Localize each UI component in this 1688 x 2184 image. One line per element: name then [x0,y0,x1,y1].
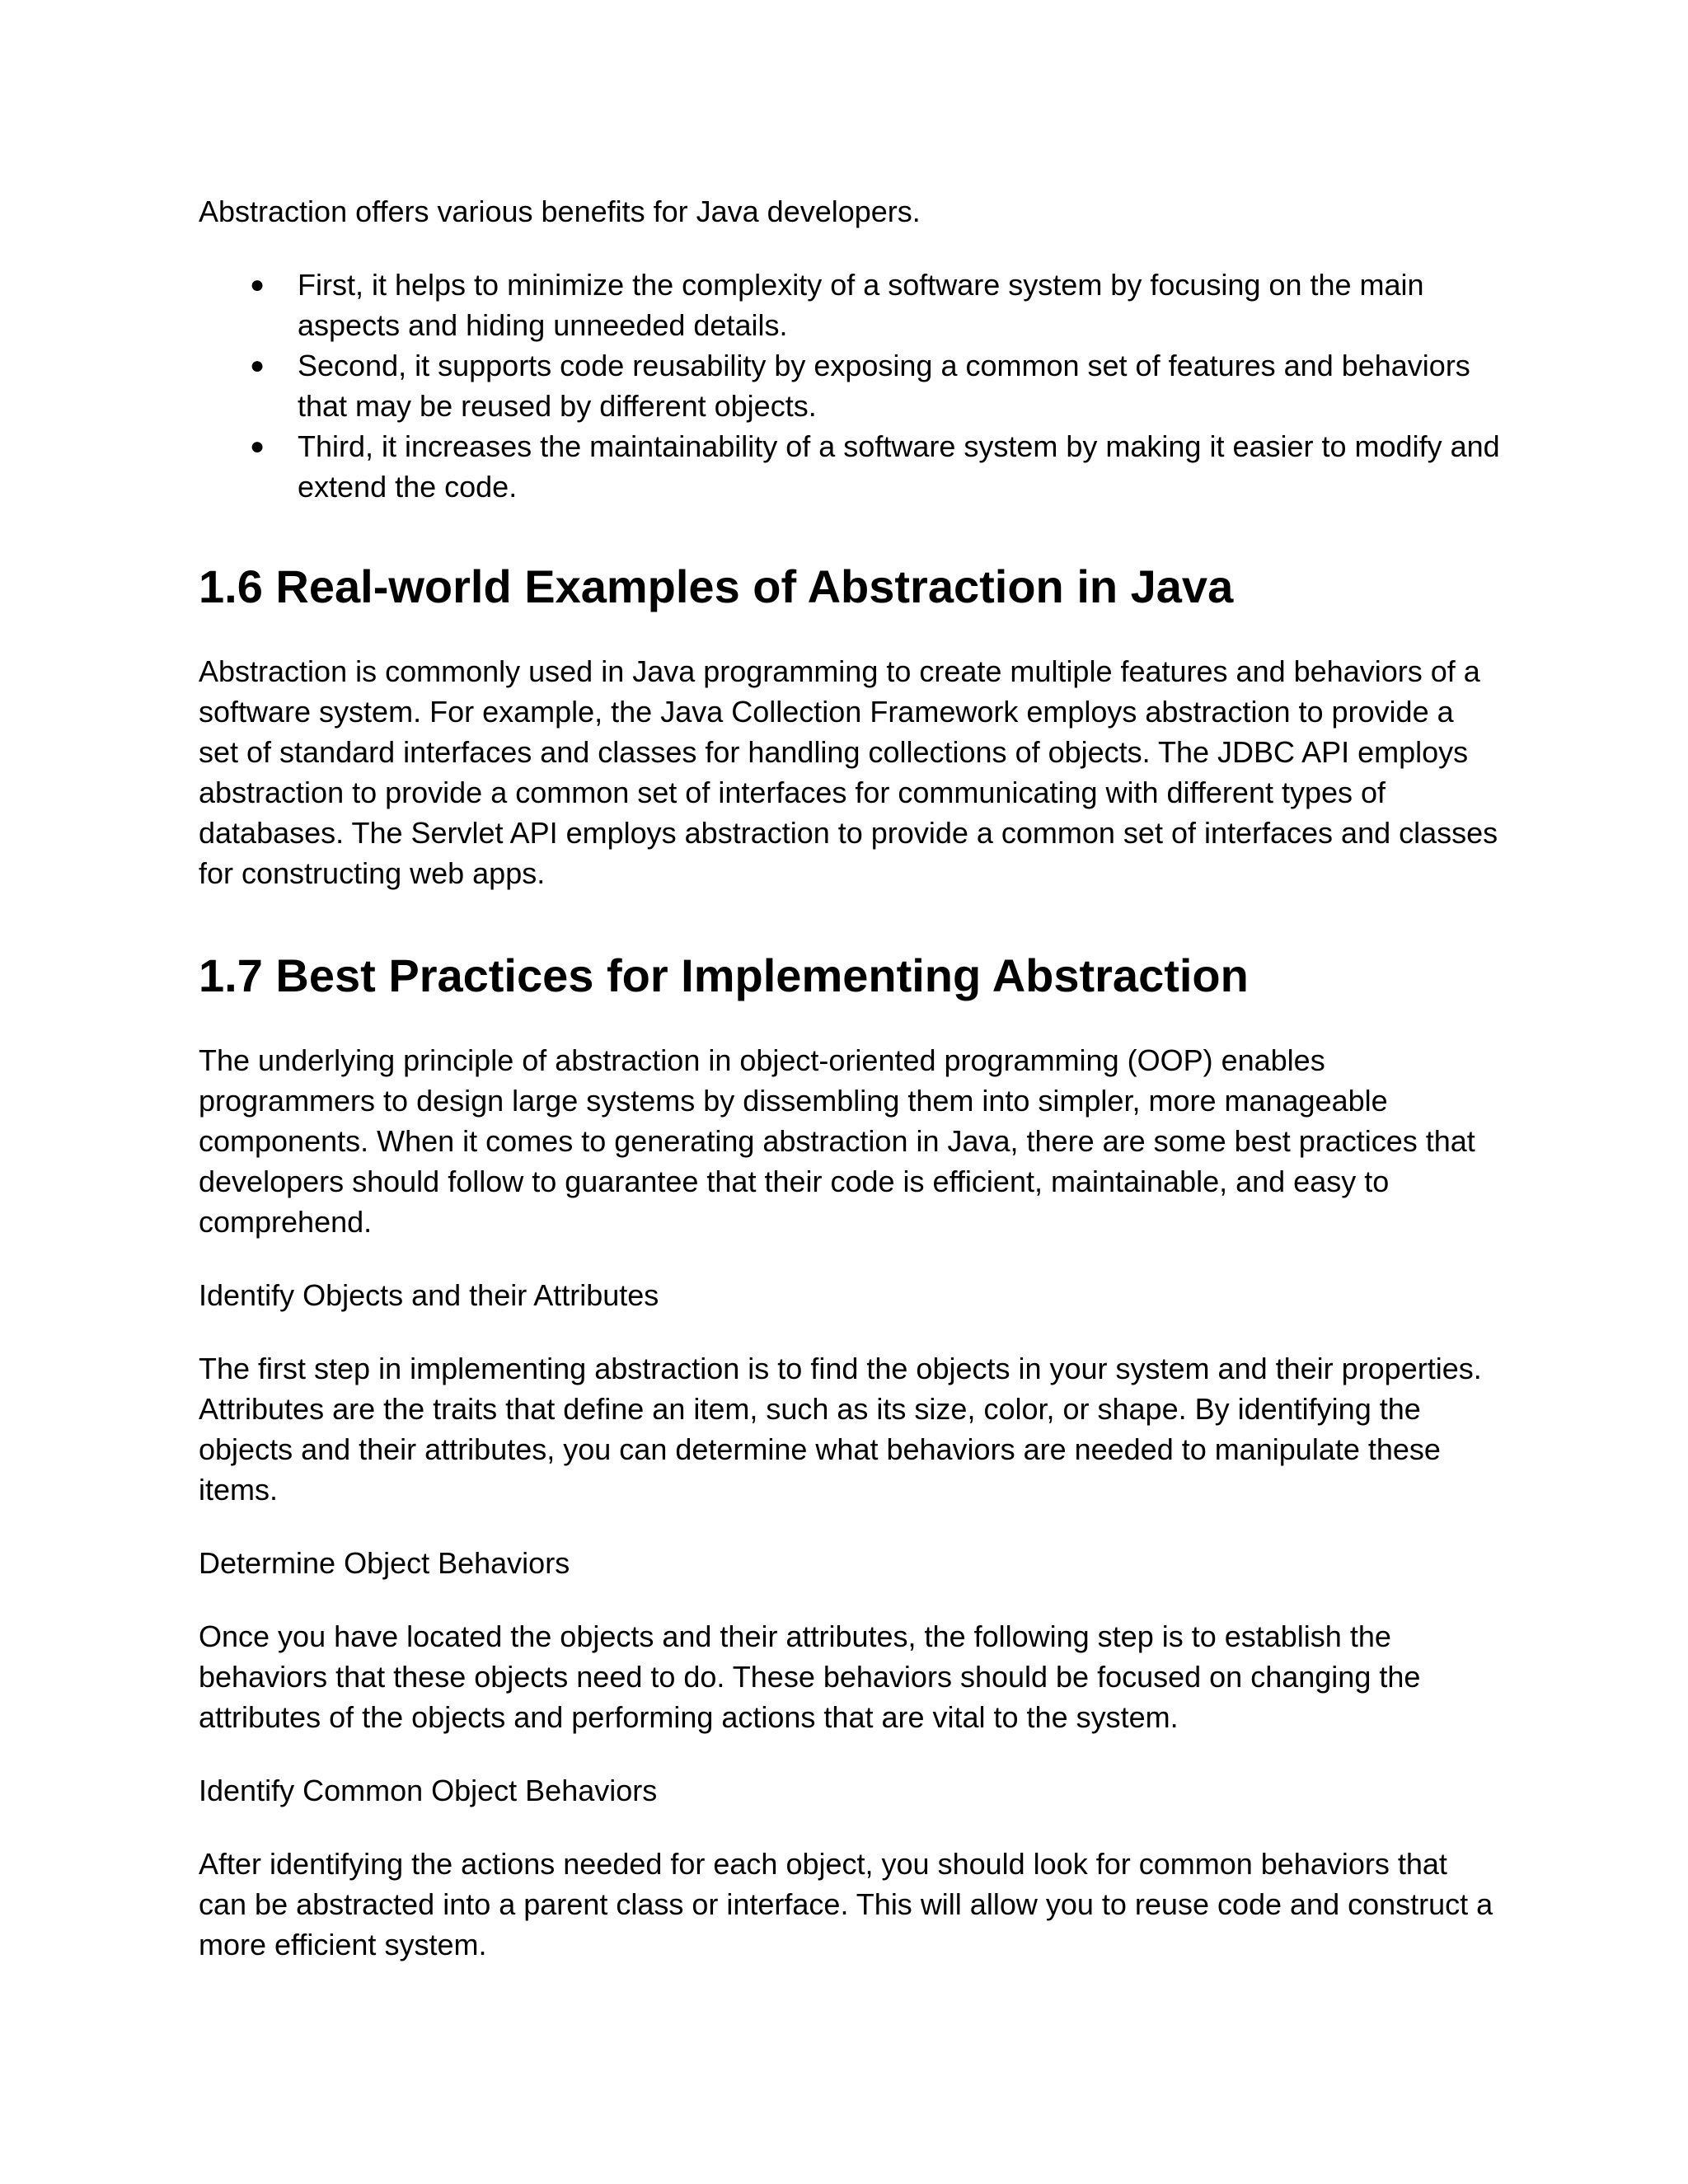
bullet-icon: ● [250,433,265,460]
section-paragraph: Once you have located the objects and their attributes, the following step is to establish the behaviors that these objects need to do. These behaviors should be focused on changing the attributes of the objects and performing actions that are vital to the system. [199,1619,1421,1734]
document-page [199,191,1501,1965]
list-item [199,426,1501,507]
subheading: Identify Objects and their Attributes [199,1278,659,1312]
section-paragraph: Abstraction is commonly used in Java programming to create multiple features and behaviors of a software system. For example, the Java Collection Framework employs abstraction to provide a set of standard interfaces and classes for handling collections of objects. The JDBC API employs abstraction to provide a common set of interfaces for communicating with different types of databases. The Servlet API employs abstraction to provide a common set of interfaces and classes for constructing web apps. [199,654,1498,890]
section-paragraph: The first step in implementing abstraction is to find the objects in your system and their properties. Attributes are the traits that define an item, such as its size, color, or shape. By identifying the objects and their attributes, you can determine what behaviors are needed to manipulate these items. [199,1352,1482,1507]
list-item-text: First, it helps to minimize the complexity of a software system by focusing on the main aspects and hiding unneeded details. [298,268,1424,342]
section-paragraph: The underlying principle of abstraction in object-oriented programming (OOP) enables programmers to design large systems by dissembling them into simpler, more manageable components. When it comes to generating abstraction in Java, there are some best practices that developers should follow to guarantee that their code is efficient, maintainable, and easy to comprehend. [199,1043,1475,1239]
list-item [199,265,1501,345]
subheading: Identify Common Object Behaviors [199,1774,658,1807]
section-heading: 1.6 Real-world Examples of Abstraction in Java [199,560,1234,612]
bullet-icon: ● [250,352,265,379]
list-item [199,345,1501,426]
list-item-text: Second, it supports code reusability by exposing a common set of features and behaviors that may be reused by different objects. [298,349,1470,423]
benefits-list [199,265,1501,507]
section-paragraph: After identifying the actions needed for each object, you should look for common behaviors that can be abstracted into a parent class or interface. This will allow you to reuse code and construct a more efficient system. [199,1847,1493,1961]
intro-paragraph: Abstraction offers various benefits for Java developers. [199,194,921,228]
list-item-text: Third, it increases the maintainability of a software system by making it easier to modify and extend the code. [298,429,1500,504]
subheading: Determine Object Behaviors [199,1546,570,1580]
bullet-icon: ● [250,271,265,298]
section-heading: 1.7 Best Practices for Implementing Abstraction [199,949,1249,1001]
